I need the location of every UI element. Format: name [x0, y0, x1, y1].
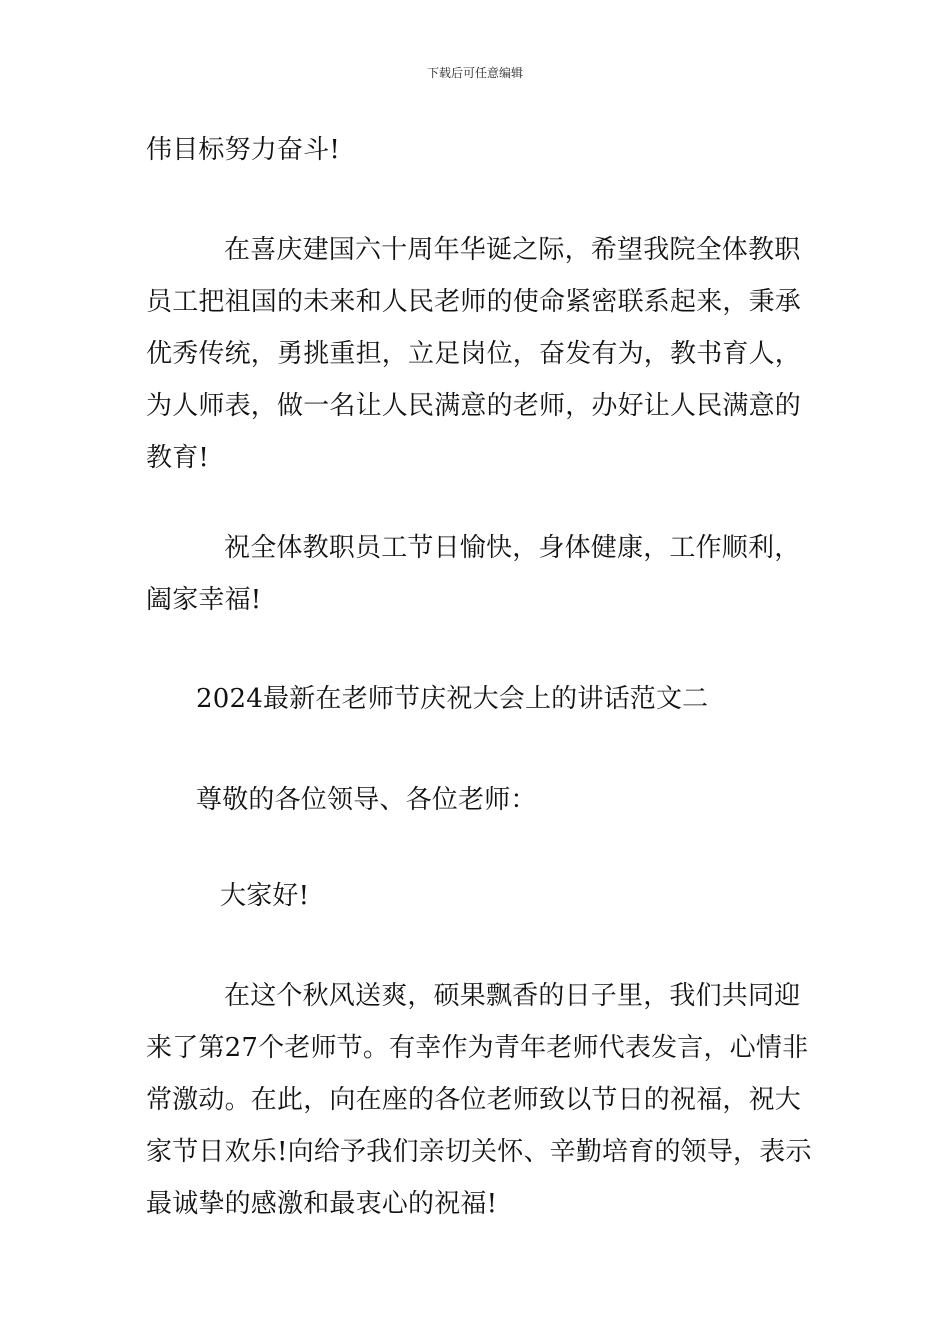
paragraph-4 [146, 970, 812, 1230]
paragraph-line: 在这个秋风送爽，硕果飘香的日子里，我们共同迎 [224, 981, 801, 1011]
paragraph-line: 家节日欢乐!向给予我们亲切关怀、辛勤培育的领导，表示 [146, 1137, 812, 1167]
paragraph-line: 教育! [146, 443, 210, 473]
paragraph-line: 在喜庆建国六十周年华诞之际，希望我院全体教职 [224, 235, 801, 265]
greeting [146, 870, 808, 922]
paragraph-line: 祝全体教职员工节日愉快，身体健康，工作顺利， [224, 533, 801, 563]
paragraph-line: 优秀传统，勇挑重担，立足岗位，奋发有为，教书育人， [146, 339, 802, 369]
paragraph-line: 为人师表，做一名让人民满意的老师，办好让人民满意的 [146, 391, 802, 421]
page-header-note: 下载后可任意编辑 [426, 66, 523, 80]
paragraph-line: 常激动。在此，向在座的各位老师致以节日的祝福，祝大 [146, 1085, 802, 1115]
paragraph-line: 最诚挚的感激和最衷心的祝福! [146, 1189, 498, 1219]
paragraph-line: 员工把祖国的未来和人民老师的使命紧密联系起来，秉承 [146, 287, 802, 317]
paragraph-1 [146, 124, 808, 176]
salutation [146, 774, 808, 826]
section-title-text: 2024最新在老师节庆祝大会上的讲话范文二 [196, 684, 709, 714]
paragraph-3 [146, 522, 808, 626]
paragraph-line: 来了第27个老师节。有幸作为青年老师代表发言，心情非 [146, 1033, 809, 1063]
paragraph-2 [146, 224, 808, 484]
paragraph-line: 阖家幸福! [146, 585, 262, 615]
salutation-text: 尊敬的各位领导、各位老师： [196, 785, 537, 815]
greeting-text: 大家好! [220, 881, 310, 911]
paragraph-line: 伟目标努力奋斗! [146, 135, 341, 165]
section-title [146, 673, 808, 725]
